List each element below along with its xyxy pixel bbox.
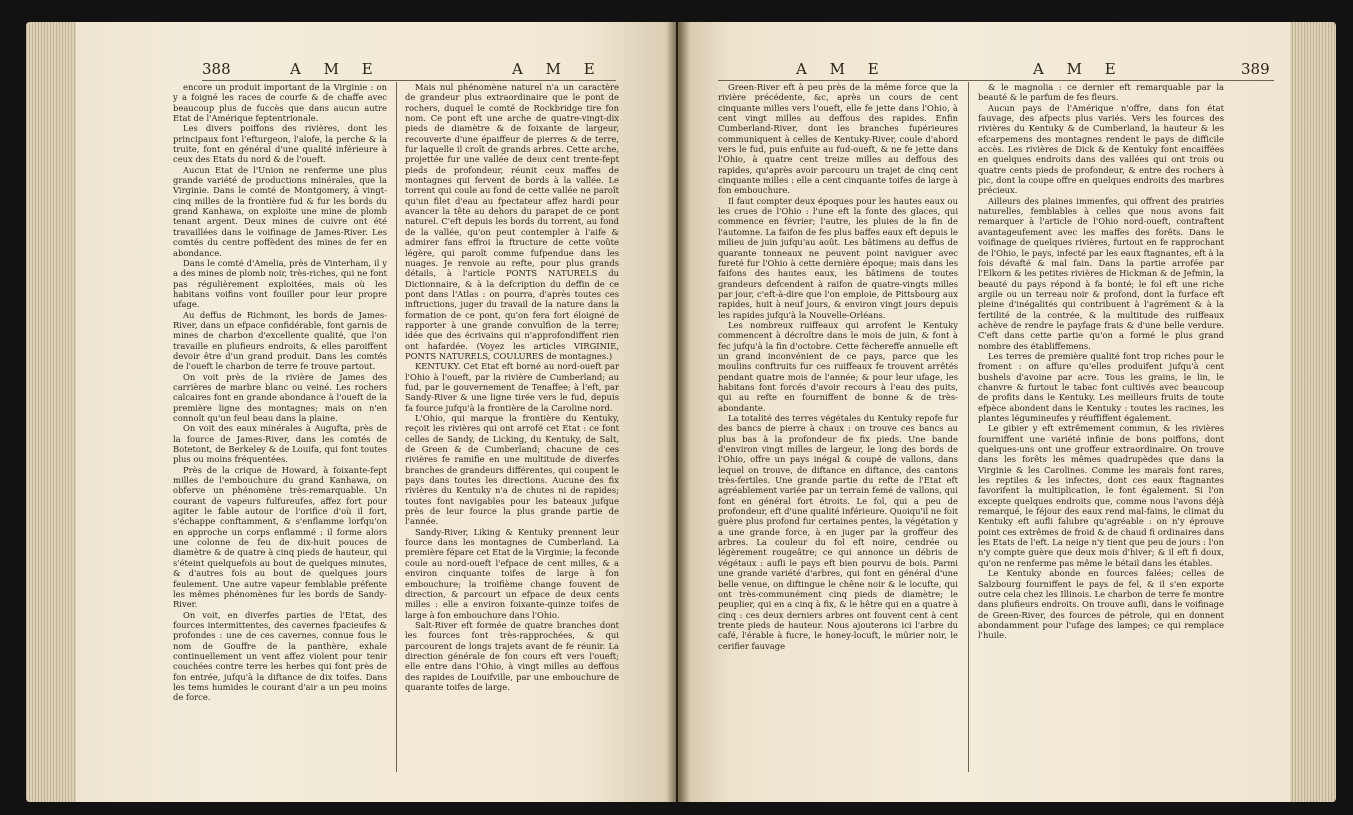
left-page-fore-edge xyxy=(26,22,76,802)
right-column-2 xyxy=(978,82,1224,641)
left-head-col1: A M E xyxy=(290,60,382,78)
left-column-divider xyxy=(396,82,397,772)
paragraph: Les nombreux ruiffeaux qui arrofent le Kentuky commencent à décroître dans le mois de juin, & font à fec jufqu'à la fin d'octobre. Cette féchereffe annuelle eft un grand inconvénient de ce pays, parce que les moulins conftruits fur ces ruiffeaux fe trouvent arrêtés pendant quatre mois de l'année; & pour leur ufage, les habitans font forcés d'avoir recours à l'eau des puits, qui au refte en fourniffent de bonne & de très-abondante. xyxy=(718,319,958,413)
paragraph: Green-River eft à peu près de la même force que la rivière précédente, &c, après un cours de cent cinquante milles vers l'oueft, elle fe jette dans l'Ohio, à cent vingt milles au deffous des rapides. Enfin Cumberland-River, dont les branches fupérieures communiquent à celles de Kentuky-River, coule d'abord vers le fud, puis enfuite au fud-oueft, & ne fe jette dans l'Ohio, à quatre cent treize milles au deffous des rapides, qu'après avoir parcouru un trajet de cinq cent cinquante milles : elle a cent cinquante toifes de large à fon embouchure. xyxy=(718,82,958,196)
paragraph: L'Ohio, qui marque la frontière du Kentuky, reçoit les rivières qui ont arrofé cet Etat : ce font celles de Sandy, de Licking, du Kentuky, de Salt, de Green & de Cumberland; chacune de ces rivières fe ramifie en une multitude de diverfes branches de grandeurs différentes, qui coupent le pays dans toutes les directions. Aucune des fix rivières du Kentuky n'a de chutes ni de rapides; toutes font navigables pour les bateaux jufque près de leur fource la plus grande partie de l'année. xyxy=(405,413,619,527)
paragraph: Sandy-River, Liking & Kentuky prennent leur fource dans les montagnes de Cumberland. La première fépare cet Etat de la Virginie; la feconde coule au nord-oueft l'efpace de cent milles, & a environ cinquante toifes de large à fon embouchure; la troifième change fouvent de direction, & parcourt un efpace de deux cents milles : elle a environ foixante-quinze toifes de large à fon embouchure dans l'Ohio. xyxy=(405,526,620,620)
right-head-rule xyxy=(718,80,1274,81)
paragraph: Les terres de première qualité font trop riches pour le froment : on affure qu'elles produifent jufqu'à cent bushels d'avoine par acre. Tous les grains, le lin, le chanvre & furtout le tabac font cultivés avec beaucoup de profits dans le Kentuky. Les meilleurs fruits de toute efpèce abondent dans le Kentuky : toutes les racines, les plantes légumineufes y réuffiffent également. xyxy=(978,350,1224,423)
paragraph: On voit près de la rivière de James des carrières de marbre blanc ou veiné. Les rochers calcaires font en grande abondance à l'oueft de la première ligne des montagnes; mais on n'en connoît qu'un feul beau dans la plaine. xyxy=(173,371,387,423)
paragraph: On voit des eaux minérales à Augufta, près de la fource de James-River, dans les comtés de Botetont, de Berkeley & de Louifa, qui font toutes plus ou moins fréquentées. xyxy=(173,423,387,465)
paragraph: Aucun Etat de l'Union ne renferme une plus grande variété de productions minérales, que la Virginie. Dans le comté de Montgomery, à vingt-cinq milles de la frontière fud & fur les bords du grand Kanhawa, on exploite une mine de plomb tenant argent. Deux mines de cuivre ont été travaillées dans le voifinage de James-River. Les comtés du centre poffèdent des mines de fer en abondance. xyxy=(173,164,387,258)
right-head-col2: A M E xyxy=(1033,60,1125,78)
right-column-divider xyxy=(968,82,969,772)
book-spread xyxy=(26,22,1336,802)
paragraph: Mais nul phénomène naturel n'a un caractère de grandeur plus extraordinaire que le pont de rochers, duquel le comté de Rockbridge tire fon nom. Ce pont eft une arche de quatre-vingt-dix pieds de diamètre & de foixante de largeur, recouverte d'une épaiffeur de pierres & de terre, fur laquelle il croît de grands arbres. Cette arche, projettée fur une vallée de deux cent trente-fept pieds de profondeur, réunit ceux maffes de montagnes qui fervent de bords à la vallée. Le torrent qui coule au fond de cette vallée ne paroît qu'un filet d'eau au fpectateur affez hardi pour avancer la tête au dehors du parapet de ce pont naturel. C'eft depuis les bords du torrent, au fond de la vallée, qu'on peut contempler à l'aife & admirer fans effroi la ftructure de cette voûte légère, qui paroît comme fufpendue dans les nuages. Je renvoie au refte, pour plus grands détails, à l'article PONTS NATURELS du Dictionnaire, & à la defcription du deffin de ce pont dans l'Atlas : on pourra, d'après toutes ces inftructions, juger du travail de la nature dans la formation de ce pont, qu'on fera fort éloigné de rapporter à une grande convulfion de la terre; idée que des écrivains qui n'approfondiffent rien ont hafardée. (Voyez les articles VIRGINIE, PONTS NATURELS, COULURES de montagnes.) xyxy=(405,82,619,361)
left-column-2 xyxy=(405,82,619,692)
paragraph: Le gibier y eft extrêmement commun, & les rivières fourniffent une variété infinie de bons poiffons, dont quelques-uns ont une groffeur extraordinaire. On trouve dans les forêts les mêmes quadrupèdes que dans la Virginie & les Carolines. Comme les marais font rares, les reptiles & les infectes, dont ces eaux ftagnantes favorifent la multiplication, le font également. Si l'on excepte quelques endroits que, comme nous l'avons déjà remarqué, le féjour des eaux rend mal-fains, le climat du Kentuky eft aufli falubre qu'agréable : on n'y éprouve point ces extrêmes de froid & de chaud fi ordinaires dans les Etats de l'eft. La neige n'y tient que peu de jours : l'on n'y compte guère que deux mois d'hiver; & il eft fi doux, qu'on ne renferme pas même le bétail dans les étables. xyxy=(978,423,1224,568)
paragraph: La totalité des terres végétales du Kentuky repofe fur des bancs de pierre à chaux : on trouve ces bancs au plus bas à la profondeur de fix pieds. Une bande d'environ vingt milles de largeur, le long des bords de l'Ohio, offre un pays inégal & coupé de vallons, dans lequel on trouve, de diftance en diftance, des cantons très-fertiles. Une grande partie du refte de l'Etat eft agréablement variée par un terrain femé de vallons, qui font en général fort étroits. Le fol, qui a peu de profondeur, eft d'une qualité inférieure. Quoiqu'il ne foit guère plus profond fur certaines pentes, la végétation y a une grande force, à en juger par la groffeur des arbres. La couleur du fol eft noire, cendrée ou légèrement rougeâtre; ce qui annonce un débris de végétaux : aufli le pays eft bien pourvu de bois. Parmi une grande variété d'arbres, qui font en général d'une belle venue, on diftingue le chêne noir & le locufte, qui ont très-communément cinq pieds de diamètre; le peuplier, qui en a cinq à fix, & le hêtre qui en a quatre à cinq : ces deux derniers arbres ont fouvent cent à cent trente pieds de hauteur. Nous ajouterons ici l'arbre du café, l'érable à fucre, le honey-locuft, le mûrier noir, le cerifier fauvage xyxy=(718,413,959,651)
left-page-number: 388 xyxy=(202,60,231,78)
paragraph: & le magnolia : ce dernier eft remarquable par la beauté & le parfum de fes fleurs. xyxy=(978,82,1224,103)
left-column-1 xyxy=(173,82,387,703)
paragraph: Près de la crique de Howard, à foixante-fept milles de l'embouchure du grand Kanhawa, on obferve un phénomène très-remarquable. Un courant de vapeurs fulfureufes, affez fort pour agiter le fable autour de l'orifice d'où il fort, s'échappe conftamment, & s'enflamme lorfqu'on en approche un corps enflammé : il forme alors une colonne de feu de dix-huit pouces de diamètre & de quatre à cinq pieds de hauteur, qui s'éteint quelquefois au bout de quelques minutes, & d'autres fois au bout de quelques jours feulement. Une autre vapeur femblable préfente les mêmes phénomènes fur les bords de Sandy-River. xyxy=(173,464,387,610)
right-column-1 xyxy=(718,82,958,651)
right-page-number: 389 xyxy=(1241,60,1270,78)
paragraph: On voit, en diverfes parties de l'Etat, des fources intermittentes, des cavernes fpacieufes & profondes : une de ces cavernes, connue fous le nom de Gouffre de la panthère, exhale continuellement un vent affez violent pour tenir couchées contre terre les herbes qui font près de fon entrée, jufqu'à la diftance de dix toifes. Dans les tems humides le courant d'air a un peu moins de force. xyxy=(173,609,387,703)
paragraph: Les divers poiffons des rivières, dont les principaux font l'efturgeon, l'alofe, la perche & la truite, font en général d'une qualité inférieure à ceux des Etats du nord & de l'oueft. xyxy=(173,123,387,165)
paragraph: KENTUKY. Cet Etat eft borné au nord-oueft par l'Ohio à l'oueft, par la rivière de Cumberland; au fud, par le gouvernement de Tenaffee; à l'eft, par Sandy-River & une ligne tirée vers le fud, depuis fa fource jufqu'à la frontière de la Caroline nord. xyxy=(405,361,619,413)
paragraph: Ailleurs des plaines immenfes, qui offrent des prairies naturelles, femblables à celles que nous avons fait remarquer à l'article de l'Ohio nord-oueft, contraftent avantageufement avec les maffes des forêts. Dans le voifinage de quelques rivières, furtout en fe rapprochant de l'Ohio, le pays, infecté par les eaux ftagnantes, eft à la fois dévafté & mal fain. Dans la partie arrofée par l'Elkorn & les petites rivières de Hickman & de Jefmin, la beauté du pays répond à fa bonté; le fol eft une riche argile ou un terreau noir & profond, dont la furface eft pleine d'inégalités qui contribuent à l'agrément & à la fertilité de la contrée, & la multitude des ruiffeaux achève de rendre le payfage frais & d'une belle verdure. C'eft dans cette partie qu'on a formé le plus grand nombre des établiffemens. xyxy=(978,195,1224,351)
right-head-col1: A M E xyxy=(796,60,888,78)
left-head-rule xyxy=(202,80,616,81)
left-head-col2: A M E xyxy=(512,60,604,78)
paragraph: Dans le comté d'Amelia, près de Vinterham, il y a des mines de plomb noir, très-riches, qui ne font pas régulièrement exploitées, mais où les habitans voifins vont fouiller pour leur propre ufage. xyxy=(173,257,387,310)
right-page-fore-edge xyxy=(1290,22,1336,802)
right-page xyxy=(678,22,1336,802)
paragraph: encore un produit important de la Virginie : on y a foigné les races de courfe & de chaffe avec beaucoup plus de fuccès que dans aucun autre Etat de l'Amérique feptentrionale. xyxy=(173,82,387,124)
paragraph: Il faut compter deux époques pour les hautes eaux ou les crues de l'Ohio : l'une eft la fonte des glaces, qui commence en février; l'autre, les pluies de la fin de l'automne. La faifon de fes plus baffes eaux eft depuis le milieu de juin jufqu'au août. Les bâtimens au deffus de quarante tonneaux ne peuvent point naviguer avec fureté fur l'Ohio à cette dernière époque; mais dans les faifons des hautes eaux, les bâtimens de toutes grandeurs defcendent à raifon de quatre-vingts milles par jour, c'eft-à-dire que l'on emploie, de Pittsbourg aux rapides, huit à neuf jours, & environ vingt jours depuis les rapides jufqu'à la Nouvelle-Orléans. xyxy=(718,195,958,320)
paragraph: Aucun pays de l'Amérique n'offre, dans fon état fauvage, des afpects plus variés. Vers les fources des rivières du Kentuky & de Cumberland, la hauteur & les efcarpemens des montagnes rendent le pays de difficile accès. Les rivières de Dick & de Kentuky font encaiffées en quelques endroits dans des vallées qui ont trois ou quatre cents pieds de profondeur, & entre des rochers à pic, dont la coupe offre en quelques endroits des marbres précieux. xyxy=(978,102,1224,196)
paragraph: Salt-River eft formée de quatre branches dont les fources font très-rapprochées, & qui parcourent de longs trajets avant de fe réunir. La direction générale de fon cours eft vers l'oueft; elle entre dans l'Ohio, à vingt milles au deffous des rapides de Louifville, par une embouchure de quarante toifes de large. xyxy=(405,619,619,692)
left-page xyxy=(26,22,676,802)
paragraph: Au deffus de Richmont, les bords de James-River, dans un efpace confidérable, font garnis de mines de charbon d'excellente qualité, que l'on travaille en plufieurs endroits, & elles paroiffent devoir être d'un grand produit. Dans les comtés de l'oueft le charbon de terre fe trouve partout. xyxy=(173,309,387,372)
paragraph: Le Kentuky abonde en fources falées; celles de Salzbourg fourniffent le pays de fel, & il s'en exporte outre cela chez les Illinois. Le charbon de terre fe montre dans plufieurs endroits. On trouve aufli, dans le voifinage de Green-River, des fources de pétrole, qui en donnent abondamment pour l'ufage des lampes; ce qui remplace l'huile. xyxy=(978,568,1224,641)
